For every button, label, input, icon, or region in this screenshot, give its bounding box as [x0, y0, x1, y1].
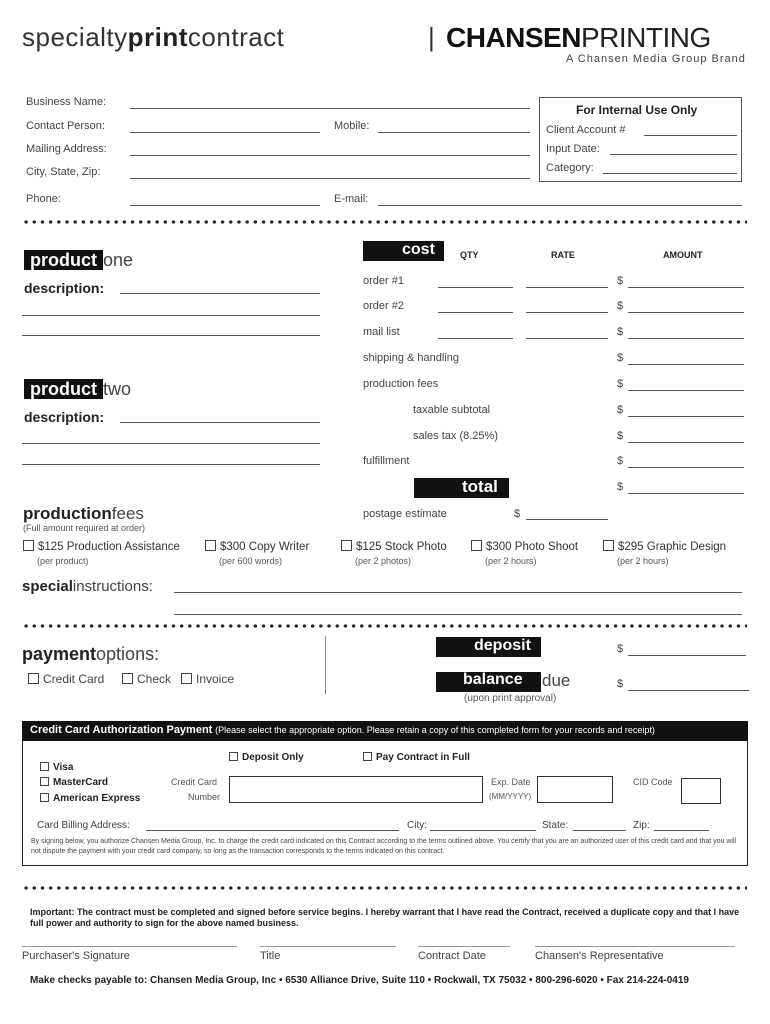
signature-label: Purchaser's Signature — [22, 950, 130, 962]
product-two-desc-label: description: — [24, 409, 105, 425]
check-option-label: Check — [137, 672, 172, 686]
product-one-num: one — [103, 250, 134, 270]
fee-option-label: $295 Graphic Design — [618, 541, 727, 553]
exp-date-format: (MM/YYYY) — [489, 792, 532, 801]
fee-option[interactable] — [341, 540, 447, 553]
balance-field[interactable] — [628, 690, 749, 691]
mailing-address-label: Mailing Address: — [26, 143, 107, 155]
signature-label: Contract Date — [418, 950, 486, 962]
postage-field[interactable] — [526, 519, 608, 520]
deposit-label: deposit — [474, 637, 531, 654]
contact-person-field[interactable] — [130, 132, 320, 133]
product-two-heading — [24, 379, 131, 400]
billing-address-field[interactable] — [146, 830, 399, 831]
credit-card-option[interactable] — [28, 672, 104, 686]
brand-tagline: A Chansen Media Group Brand — [566, 53, 746, 65]
visa-label: Visa — [53, 762, 74, 773]
amex-label: American Express — [53, 793, 141, 804]
cc-number-label-1: Credit Card — [171, 777, 218, 787]
fee-checkbox[interactable] — [23, 540, 34, 551]
category-label: Category: — [546, 162, 594, 174]
cid-code-label: CID Code — [633, 777, 673, 787]
category-field[interactable] — [603, 173, 737, 174]
rate-field[interactable] — [526, 338, 608, 339]
postage-dollar: $ — [514, 508, 521, 520]
pay-in-full-label: Pay Contract in Full — [376, 752, 470, 763]
invoice-option[interactable] — [181, 672, 234, 686]
signature-line[interactable] — [418, 946, 510, 947]
mailing-address-field[interactable] — [130, 155, 530, 156]
divider-dots — [22, 219, 747, 225]
fee-option[interactable] — [205, 540, 309, 553]
amount-dollar: $ — [617, 300, 624, 312]
special-instructions-line2[interactable] — [174, 614, 742, 615]
phone-field[interactable] — [130, 205, 320, 206]
payment-divider — [325, 636, 326, 694]
special-instructions-heading — [22, 578, 153, 595]
city-state-zip-label: City, State, Zip: — [26, 166, 101, 178]
contact-person-label: Contact Person: — [26, 120, 105, 132]
cost-row-label: shipping & handling — [363, 352, 460, 364]
fee-option-note: (per 2 hours) — [485, 556, 537, 566]
cost-row-label: mail list — [363, 326, 400, 338]
cost-row-label: sales tax (8.25%) — [413, 430, 498, 442]
rate-field[interactable] — [526, 312, 608, 313]
divider-dots — [22, 885, 747, 891]
city-field[interactable] — [430, 830, 536, 831]
cc-header-title: Credit Card Authorization Payment — [30, 724, 213, 736]
footer-address: Make checks payable to: Chansen Media Group, Inc • 6530 Alliance Drive, Suite 110 • Rockwall, TX 75032 • 800-296-6020 • Fax 214-224-0419 — [30, 975, 689, 986]
product-one-desc-line3[interactable] — [22, 335, 320, 336]
invoice-checkbox[interactable] — [181, 673, 192, 684]
cid-code-input[interactable] — [681, 778, 721, 804]
product-one-desc-label: description: — [24, 280, 105, 296]
signature-line[interactable] — [260, 946, 396, 947]
amount-dollar: $ — [617, 378, 624, 390]
postage-label: postage estimate — [363, 508, 447, 520]
check-checkbox[interactable] — [122, 673, 133, 684]
rate-header: RATE — [551, 250, 575, 260]
zip-label: Zip: — [633, 820, 650, 831]
product-one-word: product — [24, 250, 103, 270]
fee-option-note: (per 2 photos) — [355, 556, 412, 566]
fees-word: fees — [111, 504, 144, 523]
pay-in-full-checkbox[interactable] — [363, 752, 372, 761]
instructions-word: instructions: — [72, 578, 153, 595]
mastercard-option[interactable] — [40, 777, 108, 788]
input-date-field[interactable] — [610, 154, 737, 155]
cc-legal-text: By signing below, you authorize Chansen Media Group, Inc. to charge the credit card indicated on this Contract according to the terms outlined above. You certify that you are an authorized user of this credit card and that you will not dispute the payment with your credit card company, so long as the transaction corresponds to the terms indicated on this contract. — [31, 838, 737, 855]
deposit-only-checkbox[interactable] — [229, 752, 238, 761]
product-two-desc-line3[interactable] — [22, 464, 320, 465]
mobile-label: Mobile: — [334, 120, 370, 132]
fee-option-note: (per product) — [37, 556, 89, 566]
deposit-dollar: $ — [617, 643, 624, 655]
mastercard-label: MasterCard — [53, 777, 109, 788]
amount-field[interactable] — [628, 390, 744, 391]
cost-row-label: taxable subtotal — [413, 404, 491, 416]
mastercard-checkbox[interactable] — [40, 777, 49, 786]
fee-option-label: $125 Production Assistance — [38, 541, 180, 553]
fee-option[interactable] — [603, 540, 726, 553]
production-fees-heading — [23, 504, 144, 524]
brand-chansen: CHANSEN — [446, 22, 581, 53]
payment-word: payment — [22, 644, 97, 664]
exp-date-label: Exp. Date — [491, 777, 531, 787]
exp-date-input[interactable] — [537, 776, 613, 803]
product-two-word: product — [24, 379, 103, 399]
brand-logo — [446, 22, 711, 54]
qty-header: QTY — [460, 250, 479, 260]
deposit-only-option[interactable] — [229, 752, 304, 763]
fee-option[interactable] — [23, 540, 180, 553]
amount-dollar: $ — [617, 430, 624, 442]
cost-row-label: order #1 — [363, 275, 404, 287]
balance-label: balance — [463, 671, 523, 688]
amount-field[interactable] — [628, 287, 744, 288]
important-notice: Important: The contract must be completed and signed before service begins. I hereby warrant that I have read the Contract, received a duplicate copy and that I have full power and authority to sign for the above named business. — [30, 907, 740, 928]
special-instructions-line1[interactable] — [174, 592, 742, 593]
contract-title — [22, 22, 284, 53]
check-option[interactable] — [122, 672, 171, 686]
product-one-desc-line2[interactable] — [22, 315, 320, 316]
amount-field[interactable] — [628, 467, 744, 468]
input-date-label: Input Date: — [546, 143, 600, 155]
fee-checkbox[interactable] — [603, 540, 614, 551]
production-fees-note: (Full amount required at order) — [23, 523, 146, 533]
cost-label: cost — [402, 241, 435, 258]
production-word: production — [23, 504, 112, 523]
amount-dollar: $ — [617, 352, 624, 364]
qty-field[interactable] — [438, 287, 513, 288]
product-two-desc-line1[interactable] — [120, 422, 320, 423]
invoice-option-label: Invoice — [196, 672, 235, 686]
city-state-zip-field[interactable] — [130, 178, 530, 179]
total-field[interactable] — [628, 493, 744, 494]
fee-option[interactable] — [471, 540, 578, 553]
signature-label: Title — [260, 950, 281, 962]
cost-row-label: order #2 — [363, 300, 404, 312]
cc-number-input[interactable] — [229, 776, 483, 803]
fee-option-label: $300 Photo Shoot — [486, 541, 579, 553]
internal-use-title: For Internal Use Only — [576, 103, 698, 117]
upon-approval-note: (upon print approval) — [464, 693, 557, 704]
fee-checkbox[interactable] — [341, 540, 352, 551]
amount-dollar: $ — [617, 326, 624, 338]
business-name-label: Business Name: — [26, 96, 107, 108]
amount-header: AMOUNT — [663, 250, 703, 260]
options-word: options: — [96, 644, 160, 664]
amount-dollar: $ — [617, 275, 624, 287]
amount-field[interactable] — [628, 364, 744, 365]
credit-card-checkbox[interactable] — [28, 673, 39, 684]
amount-field[interactable] — [628, 312, 744, 313]
qty-field[interactable] — [438, 312, 513, 313]
credit-card-option-label: Credit Card — [43, 672, 105, 686]
brand-printing: PRINTING — [580, 22, 711, 53]
amount-field[interactable] — [628, 416, 744, 417]
visa-checkbox[interactable] — [40, 762, 49, 771]
amount-dollar: $ — [617, 404, 624, 416]
billing-address-label: Card Billing Address: — [37, 820, 130, 831]
cost-row-label: production fees — [363, 378, 439, 390]
state-field[interactable] — [573, 830, 626, 831]
payment-options-heading — [22, 644, 159, 665]
fee-option-note: (per 2 hours) — [617, 556, 669, 566]
divider-dots — [22, 623, 747, 629]
qty-field[interactable] — [438, 338, 513, 339]
mobile-field[interactable] — [378, 132, 530, 133]
rate-field[interactable] — [526, 287, 608, 288]
signature-line[interactable] — [22, 946, 237, 947]
amount-field[interactable] — [628, 338, 744, 339]
signature-label: Chansen's Representative — [535, 950, 664, 962]
client-account-label: Client Account # — [546, 124, 626, 136]
product-one-heading — [24, 250, 133, 271]
title-separator: | — [428, 22, 435, 52]
city-label: City: — [407, 820, 427, 831]
zip-field[interactable] — [654, 830, 709, 831]
title-specialty: specialty — [22, 22, 128, 52]
amex-option[interactable] — [40, 793, 140, 804]
business-name-field[interactable] — [130, 108, 530, 109]
fee-option-label: $125 Stock Photo — [356, 541, 447, 553]
state-label: State: — [542, 820, 569, 831]
cc-header-bar — [22, 721, 748, 741]
amex-checkbox[interactable] — [40, 793, 49, 802]
client-account-field[interactable] — [644, 135, 737, 136]
fee-checkbox[interactable] — [471, 540, 482, 551]
deposit-field[interactable] — [628, 655, 746, 656]
due-label: due — [542, 671, 571, 690]
fee-option-label: $300 Copy Writer — [220, 541, 310, 553]
title-contract: contract — [187, 22, 285, 52]
pay-in-full-option[interactable] — [363, 752, 470, 763]
product-two-num: two — [103, 379, 132, 399]
phone-label: Phone: — [26, 193, 61, 205]
cc-number-label-2: Number — [188, 792, 221, 802]
cost-row-label: fulfillment — [363, 455, 410, 467]
product-two-desc-line2[interactable] — [22, 443, 320, 444]
signature-line[interactable] — [535, 946, 735, 947]
email-label: E-mail: — [334, 193, 369, 205]
visa-option[interactable] — [40, 762, 73, 773]
total-label: total — [462, 477, 498, 496]
amount-dollar: $ — [617, 455, 624, 467]
fee-checkbox[interactable] — [205, 540, 216, 551]
special-word: special — [22, 578, 73, 595]
cc-header-note: (Please select the appropriate option. Please retain a copy of this completed form for your records and receipt) — [215, 725, 655, 735]
product-one-desc-line1[interactable] — [120, 293, 320, 294]
email-field[interactable] — [378, 205, 742, 206]
title-print: print — [127, 22, 188, 52]
balance-dollar: $ — [617, 678, 624, 690]
amount-field[interactable] — [628, 442, 744, 443]
fee-option-note: (per 600 words) — [219, 556, 283, 566]
total-dollar: $ — [617, 481, 624, 493]
deposit-only-label: Deposit Only — [242, 752, 304, 763]
